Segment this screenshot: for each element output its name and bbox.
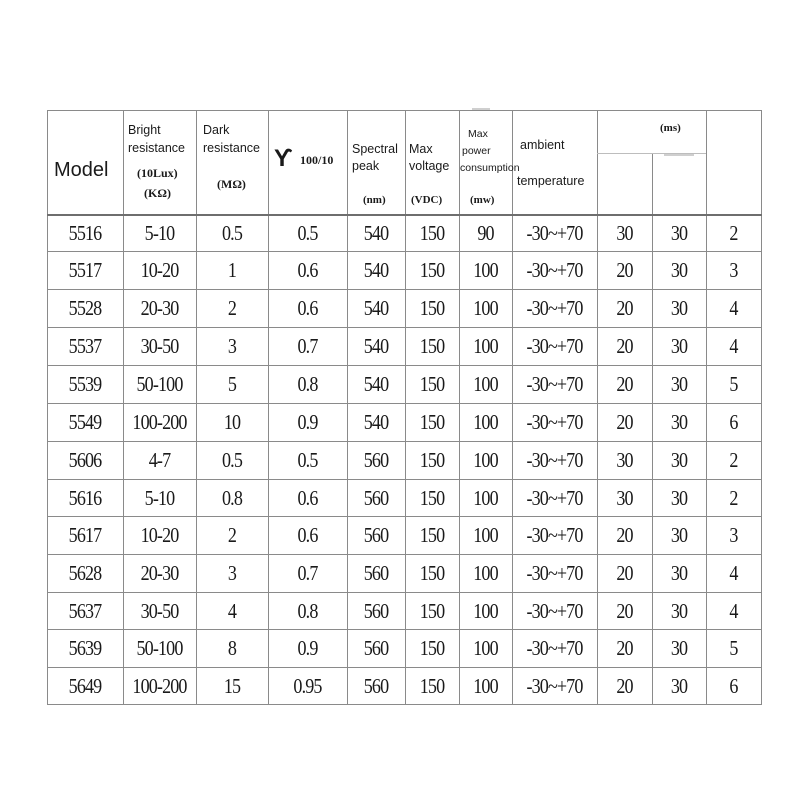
table-cell: 5537 [68, 334, 102, 358]
table-cell: 100-200 [132, 410, 187, 434]
table-cell: 150 [419, 674, 445, 698]
table-cell: 0.6 [297, 486, 318, 510]
header-response-unit: (ms) [660, 122, 681, 134]
table-cell: 100 [473, 636, 498, 660]
grid-line [196, 110, 197, 705]
grid-line [47, 110, 762, 111]
table-cell: 0.9 [297, 636, 318, 660]
table-cell: -30~+70 [526, 410, 583, 434]
header-ambient-title: ambient [520, 138, 565, 152]
grid-line [706, 110, 707, 705]
table-cell: -30~+70 [526, 486, 583, 510]
table-cell: 150 [419, 372, 445, 396]
table-cell: -30~+70 [526, 296, 583, 320]
header-bright-unit1: (10Lux) [137, 166, 178, 180]
table-cell: 540 [363, 296, 389, 320]
table-cell: -30~+70 [526, 523, 583, 547]
table-cell: 150 [419, 561, 445, 585]
header-power-title3: consumption [460, 162, 520, 174]
table-cell: 20-30 [140, 296, 179, 320]
table-cell: 5517 [68, 258, 102, 282]
table-cell: 30 [670, 486, 688, 510]
table-cell: 4 [729, 296, 738, 320]
grid-line [347, 110, 348, 705]
table-cell: 560 [363, 486, 389, 510]
table-cell: 2 [227, 523, 237, 547]
table-cell: 5-10 [144, 221, 175, 245]
table-cell: 560 [363, 599, 389, 623]
table-cell: 0.8 [297, 599, 318, 623]
table-cell: 100-200 [132, 674, 187, 698]
table-cell: 20 [616, 372, 633, 396]
table-cell: 5628 [68, 561, 102, 585]
table-cell: -30~+70 [526, 561, 583, 585]
table-cell: 540 [363, 221, 389, 245]
table-cell: 20 [616, 674, 633, 698]
table-cell: 540 [363, 334, 389, 358]
table-cell: 4 [729, 334, 738, 358]
table-cell: -30~+70 [526, 636, 583, 660]
header-voltage-unit: (VDC) [411, 194, 443, 206]
table-cell: 4 [729, 561, 738, 585]
table-cell: 0.5 [222, 448, 242, 472]
grid-line [459, 110, 460, 705]
header-voltage-title2: voltage [409, 159, 450, 173]
header-power-title: Max [468, 128, 488, 140]
table-cell: 0.9 [297, 410, 318, 434]
grid-line [512, 110, 513, 705]
table-cell: 30-50 [140, 599, 179, 623]
table-cell: 5649 [68, 674, 102, 698]
table-cell: 150 [419, 334, 445, 358]
table-cell: 150 [419, 221, 445, 245]
table-cell: 6 [729, 410, 738, 434]
header-bright-unit2: (KΩ) [144, 186, 171, 200]
table-cell: 0.5 [222, 221, 242, 245]
table-cell: 100 [473, 599, 498, 623]
table-cell: 5637 [68, 599, 102, 623]
table-cell: -30~+70 [526, 334, 583, 358]
table-cell: 150 [419, 636, 445, 660]
table-cell: 30 [670, 599, 688, 623]
table-cell: 50-100 [136, 636, 183, 660]
table-cell: 0.5 [297, 448, 318, 472]
grid-line [652, 153, 653, 705]
table-cell: 20 [616, 258, 633, 282]
table-cell: 5549 [68, 410, 102, 434]
table-cell: -30~+70 [526, 372, 583, 396]
table-cell: 30 [670, 334, 688, 358]
table-cell: 4 [729, 599, 738, 623]
table-cell: 5 [729, 636, 738, 660]
table-cell: 5539 [68, 372, 102, 396]
header-dark-unit: (MΩ) [217, 177, 246, 191]
header-power-title2: power [462, 145, 491, 157]
table-cell: 4 [227, 599, 237, 623]
table-cell: 100 [473, 372, 498, 396]
table-cell: 100 [473, 448, 498, 472]
table-cell: 10-20 [140, 258, 179, 282]
table-cell: 2 [729, 448, 738, 472]
table-cell: 3 [729, 258, 738, 282]
header-model: Model [54, 159, 109, 181]
table-cell: 150 [419, 523, 445, 547]
table-cell: 100 [473, 561, 498, 585]
table-cell: 2 [729, 486, 738, 510]
table-cell: 5617 [68, 523, 102, 547]
table-cell: 30 [670, 372, 688, 396]
table-cell: 540 [363, 372, 389, 396]
table-cell: 30 [670, 410, 688, 434]
header-voltage-title: Max [409, 142, 433, 156]
table-cell: 30 [670, 674, 688, 698]
table-cell: 560 [363, 674, 389, 698]
header-bright-title: Bright [128, 123, 161, 137]
scan-artifact [472, 108, 490, 110]
table-cell: 0.6 [297, 258, 318, 282]
table-cell: -30~+70 [526, 674, 583, 698]
table-cell: 0.7 [297, 334, 318, 358]
table-cell: 30-50 [140, 334, 179, 358]
table-cell: 0.7 [297, 561, 318, 585]
table-cell: 90 [477, 221, 494, 245]
header-ambient-title2: temperature [517, 174, 585, 188]
table-cell: 100 [473, 258, 498, 282]
table-cell: 30 [670, 296, 688, 320]
table-cell: 50-100 [136, 372, 183, 396]
table-cell: 540 [363, 410, 389, 434]
table-cell: 15 [223, 674, 241, 698]
table-cell: 10 [223, 410, 241, 434]
table-cell: 30 [670, 258, 688, 282]
grid-line [761, 110, 762, 705]
table-cell: 3 [729, 523, 738, 547]
table-cell: 5-10 [144, 486, 175, 510]
table-cell: 20 [616, 599, 633, 623]
table-cell: 5 [227, 372, 237, 396]
table-cell: 3 [227, 561, 237, 585]
table-cell: 1 [227, 258, 237, 282]
table-cell: 5 [729, 372, 738, 396]
table-cell: 20 [616, 636, 633, 660]
table-cell: 6 [729, 674, 738, 698]
table-cell: 20 [616, 523, 633, 547]
table-cell: 20 [616, 334, 633, 358]
header-bright-title2: resistance [128, 141, 185, 155]
table-cell: 150 [419, 486, 445, 510]
table-cell: 20 [616, 410, 633, 434]
grid-line [405, 110, 406, 705]
table-cell: -30~+70 [526, 448, 583, 472]
grid-line [268, 110, 269, 705]
table-cell: 3 [227, 334, 237, 358]
table-cell: 100 [473, 410, 498, 434]
gamma-icon: ϒ [274, 145, 293, 172]
table-cell: 150 [419, 599, 445, 623]
table-cell: 0.8 [297, 372, 318, 396]
table-cell: 4-7 [148, 448, 171, 472]
table-cell: -30~+70 [526, 599, 583, 623]
table-cell: 5616 [68, 486, 102, 510]
table-cell: 150 [419, 258, 445, 282]
table-cell: 0.5 [297, 221, 318, 245]
table-cell: 560 [363, 561, 389, 585]
table-cell: 8 [227, 636, 237, 660]
header-power-unit: (mw) [470, 194, 495, 206]
table-cell: 5528 [68, 296, 102, 320]
header-spectral-title2: peak [352, 159, 380, 173]
table-cell: 0.6 [297, 296, 318, 320]
grid-line [47, 704, 762, 705]
table-cell: 560 [363, 523, 389, 547]
table-cell: 150 [419, 448, 445, 472]
scan-artifact [664, 154, 694, 156]
table-cell: 100 [473, 674, 498, 698]
table-cell: 30 [616, 221, 633, 245]
header-dark-title: Dark [203, 123, 230, 137]
header-spectral-title: Spectral [352, 142, 398, 156]
table-cell: 540 [363, 258, 389, 282]
table-cell: 100 [473, 334, 498, 358]
table-cell: 30 [616, 486, 633, 510]
table-cell: 2 [227, 296, 237, 320]
table-cell: 5606 [68, 448, 102, 472]
table-cell: 0.95 [293, 674, 322, 698]
table-cell: 100 [473, 523, 498, 547]
table-cell: 30 [670, 523, 688, 547]
table-cell: 10-20 [140, 523, 179, 547]
table-cell: 30 [670, 636, 688, 660]
table-cell: 20 [616, 296, 633, 320]
table-cell: 0.6 [297, 523, 318, 547]
table-cell: -30~+70 [526, 258, 583, 282]
grid-line [123, 110, 124, 705]
table-cell: 150 [419, 410, 445, 434]
table-cell: 30 [670, 221, 688, 245]
header-dark-title2: resistance [203, 141, 260, 155]
header-spectral-unit: (nm) [363, 194, 386, 206]
table-cell: 30 [616, 448, 633, 472]
table-cell: 560 [363, 636, 389, 660]
table-cell: 30 [670, 448, 688, 472]
table-cell: 5639 [68, 636, 102, 660]
grid-line [597, 110, 598, 705]
table-cell: 20-30 [140, 561, 179, 585]
table-cell: 100 [473, 486, 498, 510]
header-gamma-sub: 100/10 [300, 153, 334, 167]
table-cell: 30 [670, 561, 688, 585]
table-cell: 150 [419, 296, 445, 320]
table-cell: 0.8 [222, 486, 242, 510]
table-cell: 100 [473, 296, 498, 320]
table-cell: 5516 [68, 221, 102, 245]
table-cell: 2 [729, 221, 738, 245]
table-cell: -30~+70 [526, 221, 583, 245]
grid-line [47, 110, 48, 705]
table-cell: 560 [363, 448, 389, 472]
table-cell: 20 [616, 561, 633, 585]
